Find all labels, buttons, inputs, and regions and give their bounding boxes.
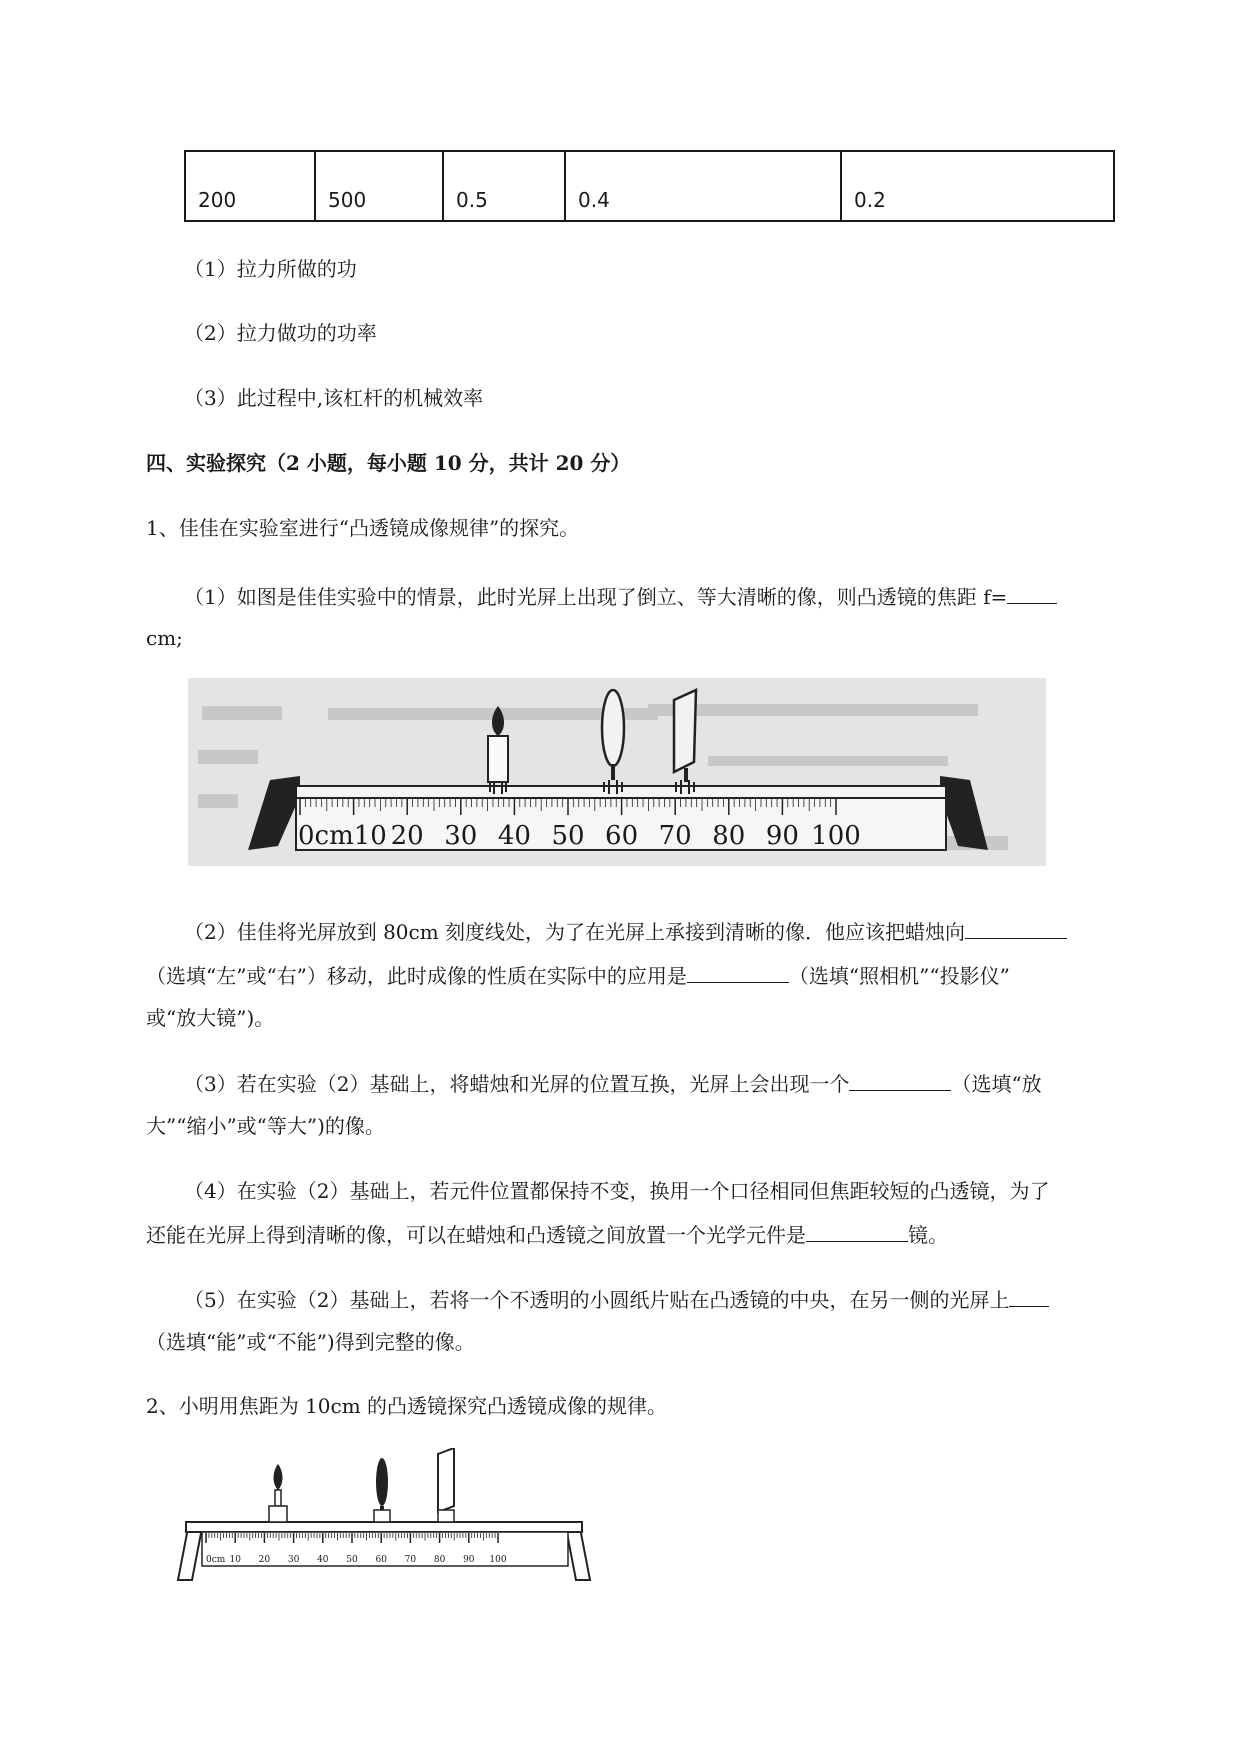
ruler-label: 90 bbox=[463, 1555, 475, 1565]
table-cell: 0.2 bbox=[841, 151, 1114, 221]
ruler-label: 80 bbox=[433, 1555, 446, 1565]
sub-question-1-text: （1）如图是佳佳实验中的情景，此时光屏上出现了倒立、等大清晰的像，则凸透镜的焦距 f= bbox=[184, 585, 1008, 609]
answer-blank[interactable] bbox=[965, 918, 1067, 939]
ruler-label: 10 bbox=[229, 1555, 241, 1565]
ruler-label: 60 bbox=[605, 821, 639, 851]
answer-blank[interactable] bbox=[1007, 583, 1057, 604]
ruler-label: 80 bbox=[712, 821, 746, 851]
sub-question-4-text-b: 还能在光屏上得到清晰的像，可以在蜡烛和凸透镜之间放置一个光学元件是 bbox=[146, 1223, 806, 1247]
ruler-label: 100 bbox=[811, 821, 861, 851]
table-cell: 0.5 bbox=[443, 151, 565, 221]
ruler-label: 90 bbox=[765, 821, 799, 851]
sub-question-2-text-b: （选填“左”或“右”）移动，此时成像的性质在实际中的应用是 bbox=[146, 964, 687, 988]
ruler-label: 70 bbox=[404, 1555, 417, 1565]
problem-2-intro: 2、小明用焦距为 10cm 的凸透镜探究凸透镜成像的规律。 bbox=[146, 1394, 668, 1418]
sub-question-5-text-a: （5）在实验（2）基础上，若将一个不透明的小圆纸片贴在凸透镜的中央，在另一侧的光屏上 bbox=[184, 1288, 1010, 1312]
sub-question-3-text-b: （选填“放 bbox=[951, 1072, 1042, 1096]
ruler-label: 20 bbox=[390, 821, 424, 851]
optical-bench-diagram bbox=[176, 1448, 596, 1588]
sub-question-4: （4）在实验（2）基础上，若元件位置都保持不变，换用一个口径相同但焦距较短的凸透镜，为了 bbox=[184, 1179, 1050, 1203]
ruler-label: 0cm bbox=[206, 1555, 226, 1565]
sub-question-2-text-c: （选填“照相机”“投影仪” bbox=[788, 964, 1010, 988]
section-heading: 四、实验探究（2 小题，每小题 10 分，共计 20 分） bbox=[146, 451, 631, 475]
ruler-label: 30 bbox=[287, 1555, 300, 1565]
sub-question-4-text-c: 镜。 bbox=[908, 1223, 948, 1247]
light-screen-icon bbox=[438, 1448, 454, 1522]
answer-blank[interactable] bbox=[806, 1221, 908, 1242]
sub-question-2-line-2 bbox=[146, 962, 1010, 989]
ruler-label: 70 bbox=[658, 821, 692, 851]
ruler-label: 0cm10 bbox=[298, 821, 387, 851]
optical-bench-photo bbox=[188, 678, 1046, 866]
ruler-label: 40 bbox=[497, 821, 531, 851]
ruler-label: 30 bbox=[444, 821, 478, 851]
sub-question-5 bbox=[184, 1286, 1049, 1313]
table-cell: 0.4 bbox=[565, 151, 841, 221]
ruler-label: 50 bbox=[346, 1555, 358, 1565]
question-2: （2）拉力做功的功率 bbox=[184, 321, 377, 345]
sub-question-2-text-a: （2）佳佳将光屏放到 80cm 刻度线处，为了在光屏上承接到清晰的像．他应该把蜡烛向 bbox=[184, 920, 966, 944]
table-cell: 200 bbox=[185, 151, 315, 221]
ruler-label: 100 bbox=[489, 1555, 507, 1565]
answer-blank[interactable] bbox=[849, 1070, 951, 1091]
answer-blank[interactable] bbox=[687, 962, 789, 983]
unit-text: cm; bbox=[146, 626, 183, 650]
table-row bbox=[185, 151, 1114, 221]
sub-question-5-line-2: （选填“能”或“不能”)得到完整的像。 bbox=[146, 1330, 475, 1354]
sub-question-2-line-3: 或“放大镜”)。 bbox=[146, 1006, 275, 1030]
ruler-label: 20 bbox=[258, 1555, 271, 1565]
question-1: （1）拉力所做的功 bbox=[184, 257, 357, 281]
answer-blank[interactable] bbox=[1009, 1286, 1049, 1307]
ruler-label: 60 bbox=[375, 1555, 387, 1565]
ruler-label: 40 bbox=[317, 1555, 329, 1565]
sub-question-3-text-a: （3）若在实验（2）基础上，将蜡烛和光屏的位置互换，光屏上会出现一个 bbox=[184, 1072, 850, 1096]
sub-question-4-line-2 bbox=[146, 1221, 948, 1248]
sub-question-3 bbox=[184, 1070, 1042, 1097]
sub-question-1 bbox=[184, 583, 1057, 610]
question-3: （3）此过程中,该杠杆的机械效率 bbox=[184, 386, 484, 410]
sub-question-2 bbox=[184, 918, 1067, 945]
data-table bbox=[184, 150, 1115, 222]
problem-1-intro: 1、佳佳在实验室进行“凸透镜成像规律”的探究。 bbox=[146, 516, 580, 540]
sub-question-3-line-2: 大”“缩小”或“等大”)的像。 bbox=[146, 1114, 385, 1138]
convex-lens-icon bbox=[374, 1458, 390, 1522]
candle-icon bbox=[269, 1464, 287, 1522]
table-cell: 500 bbox=[315, 151, 443, 221]
ruler-label: 50 bbox=[551, 821, 585, 851]
